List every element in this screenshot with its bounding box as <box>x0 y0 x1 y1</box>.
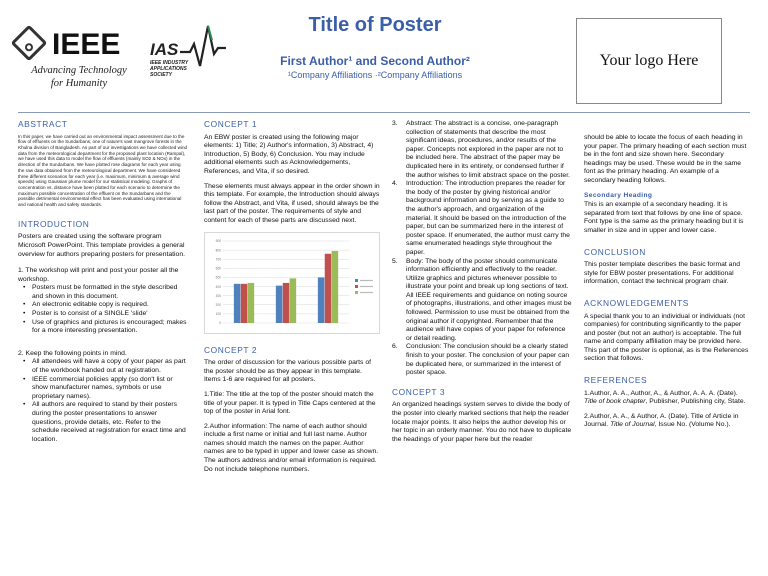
conclusion-heading: CONCLUSION <box>584 246 646 257</box>
y-tick-label: 900 <box>215 238 221 243</box>
acknowledgements-heading: ACKNOWLEDGEMENTS <box>584 297 689 308</box>
reference-1: 1.Author, A. A., Author, A., & Author, A. A. A. (Date). Title of book chapter, Publisher, Publishing city, State. <box>584 389 746 406</box>
references-heading: REFERENCES <box>584 375 648 386</box>
introduction-para: Posters are created using the software program Microsoft PowerPoint. This template provides a general overview for authors preparing posters for presentation. <box>18 233 185 258</box>
concept1-heading: CONCEPT 1 <box>204 119 258 129</box>
bar <box>318 277 325 323</box>
list-item: • An electronic editable copy is required. <box>18 301 188 310</box>
bar-chart <box>204 232 380 334</box>
intro-item-1-list <box>18 284 188 336</box>
acknowledgements-para: A special thank you to an individual or individuals (not companies) for contributing significantly to the paper and poster (but not an author) is acceptable. The full name and company affiliation may be provided here. This part of the poster is optional, as is the References section that follows. <box>584 312 749 363</box>
poster-affiliations: ¹Company Affiliations ·²Company Affiliations <box>287 70 463 80</box>
bar <box>241 283 248 322</box>
col4-para-2: This is an example of a secondary heading. It is separated from text that follows by one line of space. Font type is the same as the primary heading but it is smaller in size and in upper and lower case. <box>584 201 744 234</box>
y-tick-label: 800 <box>215 247 221 252</box>
concept2-para-2: 1.Title: The title at the top of the poster should match the title of your paper. It is typed in Title Caps centered at the top of the poster in Arial font. <box>204 390 376 416</box>
secondary-heading: Secondary Heading <box>584 191 653 199</box>
list-item: • Poster is to consist of a SINGLE 'slide' <box>18 310 188 319</box>
poster-authors: First Author¹ and Second Author² <box>280 54 470 68</box>
bar <box>276 285 283 322</box>
concept2-heading: CONCEPT 2 <box>204 344 258 355</box>
column-1 <box>18 120 188 448</box>
list-item: 4. Introduction: The introduction prepares the reader for the body of the poster by giving historical and/or background information and by serving as a guide to the author's approach, and organization of the material. It should be based on the introduction of the paper, but can be summarized here in the interest of poster space. If enumerated, the author must carry the same enumerated headings style throughout the paper. <box>392 180 570 256</box>
bar <box>290 278 297 323</box>
abstract-heading: ABSTRACT <box>18 119 68 129</box>
legend-swatch <box>355 285 358 288</box>
concept2-para-3: 2.Author information: The name of each author should include a first name or initial and full last name. Author names should match the names on the paper. Author names are to be typed in upper and lower case as shown. The authors address and/or email information is required. Do not include telephone numbers. <box>204 422 379 473</box>
y-tick-label: 600 <box>215 266 221 271</box>
list-item: 5. Body: The body of the poster should communicate information efficiently and effectively to the reader. Utilize graphics and pictures whenever possible to illustrate your point and break up long sections of text. All IEEE requirements and guidance on noting source of photographs, illustrations, and other images must be followed. Permission to use must be obtained from the original author if copyrighted. Remember that the audience will have copies of your paper for reference or detail reading. <box>392 257 572 342</box>
col4-para-1: should be able to locate the focus of each heading in your paper. The primary heading of each section must be in the font and size shown here. Secondary headings may be used. These would be in the same font as the primary heading. An example of a secondary heading follows. <box>584 134 747 184</box>
header-divider <box>18 112 750 113</box>
list-item: 6. Conclusion: The conclusion should be a clearly stated finish to your poster. The conclusion of your paper can be duplicated here, or summarized in the interest of poster space. <box>392 343 570 377</box>
ieee-diamond-icon <box>11 25 48 62</box>
bar <box>325 253 332 322</box>
legend-swatch <box>355 279 358 282</box>
list-item: • Use of graphics and pictures is encouraged; makes for a more interesting presentation. <box>18 319 188 336</box>
list-item: 3. Abstract: The abstract is a concise, one-paragraph collection of statements that describe the most significant ideas, procedures, and/or results of the paper. Concepts not explored in the paper are not to be included here. The abstract of the paper may be duplicated here in its entirety, or condensed further if the author wishes to limit abstract space on the poster. <box>392 120 570 179</box>
body-parts-list <box>392 120 572 378</box>
bar <box>248 282 255 322</box>
y-tick-label: 200 <box>215 302 221 307</box>
legend-swatch <box>355 291 358 294</box>
list-item: • All authors are required to stand by their posters during the poster presentations to answer questions, provide details, etc. Refer to the schedule received at registration for exact time and location. <box>18 401 188 444</box>
ias-subtitle: IEEE INDUSTRY APPLICATIONS SOCIETY <box>150 60 189 78</box>
list-item: • All attendees will have a copy of your paper as part of the workbook handed out at registration. <box>18 358 188 375</box>
y-tick-label: 400 <box>215 284 221 289</box>
y-tick-label: 0 <box>219 320 221 325</box>
bar-chart-svg <box>205 233 381 335</box>
ieee-wordmark: IEEE <box>52 28 121 61</box>
reference-2: 2.Author, A. A., & Author, A. (Date). Title of Article in Journal. Title of Journal, Issue No. (Volume No.). <box>584 412 739 429</box>
list-item: • IEEE commercial policies apply (so don't list or show manufacturer names, symbols or use proprietary names). <box>18 376 188 402</box>
conclusion-para: This poster template describes the basic format and style for EBW poster presentations. For additional information, contact the technical program chair. <box>584 261 741 286</box>
ieee-logo <box>14 28 130 94</box>
concept1-para-2: These elements must always appear in the order shown in this template. For example, the Introduction should always follow the Abstract, and Vita, if used, should always be the last part of the poster. The requirements of style and content for each of these parts are discussed next. <box>204 182 380 224</box>
intro-item-2-list <box>18 358 188 444</box>
intro-item-1: 1. The workshop will print and post your poster all the workshop. <box>18 267 179 283</box>
y-tick-label: 700 <box>215 256 221 261</box>
poster-header <box>0 0 768 112</box>
list-item: • Posters must be formatted in the style described and shown in this document. <box>18 284 188 301</box>
introduction-heading: INTRODUCTION <box>18 218 90 229</box>
ias-logo <box>150 22 230 92</box>
logo-placeholder: Your logo Here <box>576 18 722 104</box>
concept3-heading: CONCEPT 3 <box>392 386 446 397</box>
bar <box>234 283 241 322</box>
bar <box>332 251 339 323</box>
column-4 <box>584 120 752 436</box>
abstract-text: In this paper, we have carried out an environmental impact assessment due to the flow of effluents on the Sundarbans, one of nature's vast mangrove forests in the Khulna division of Bangladesh. As part of our investigations we have collected wind data from the meteorological department for the proposed plant location (Rampal), we have used this data to model the flow of effluents (mainly SO2 & NOx) in the direction of the Sundarbans. We have plotted rose diagrams for each year using the raw data obtained from the meteorological department. We have considered three different scenarios for each year (i.e. maximum, minimum & average wind speeds) using Gaussian plume model for our statistical modeling. Graphs of concentration vs. distance have been plotted for each scenario to determine the maximum possible concentration of the effluent on the Sundarbans and the possible detrimental environmental effect has been evaluated using international and national health and safety standards. <box>18 133 188 208</box>
bar <box>283 282 290 322</box>
poster-title: Title of Poster <box>308 14 442 36</box>
concept2-para-1: The order of discussion for the various possible parts of the poster should be as they appear in this template. Items 1-6 are required for all posters. <box>204 359 371 384</box>
intro-item-2: 2. Keep the following points in mind. <box>18 349 127 357</box>
ias-letters: IAS <box>150 40 179 59</box>
column-3 <box>392 120 572 450</box>
y-tick-label: 500 <box>215 275 221 280</box>
y-tick-label: 100 <box>215 311 221 316</box>
y-tick-label: 300 <box>215 293 221 298</box>
concept1-para-1: An EBW poster is created using the following major elements: 1) Title; 2) Author's information, 3) Abstract, 4) Introduction, 5) Body, 6) Conclusion. You may include additional elements such as Acknowledgements, References, and Vita, if so desired. <box>204 133 374 175</box>
concept3-para: An organized headings system serves to divide the body of the poster into clearly marked sections that help the reader locate major points. It also helps the author develop his or her topic in an orderly manner. You do not have to duplicate the headings of your paper here but the reader <box>392 401 572 443</box>
column-2 <box>204 120 380 480</box>
ieee-tagline: Advancing Technology for Humanity <box>31 65 127 89</box>
